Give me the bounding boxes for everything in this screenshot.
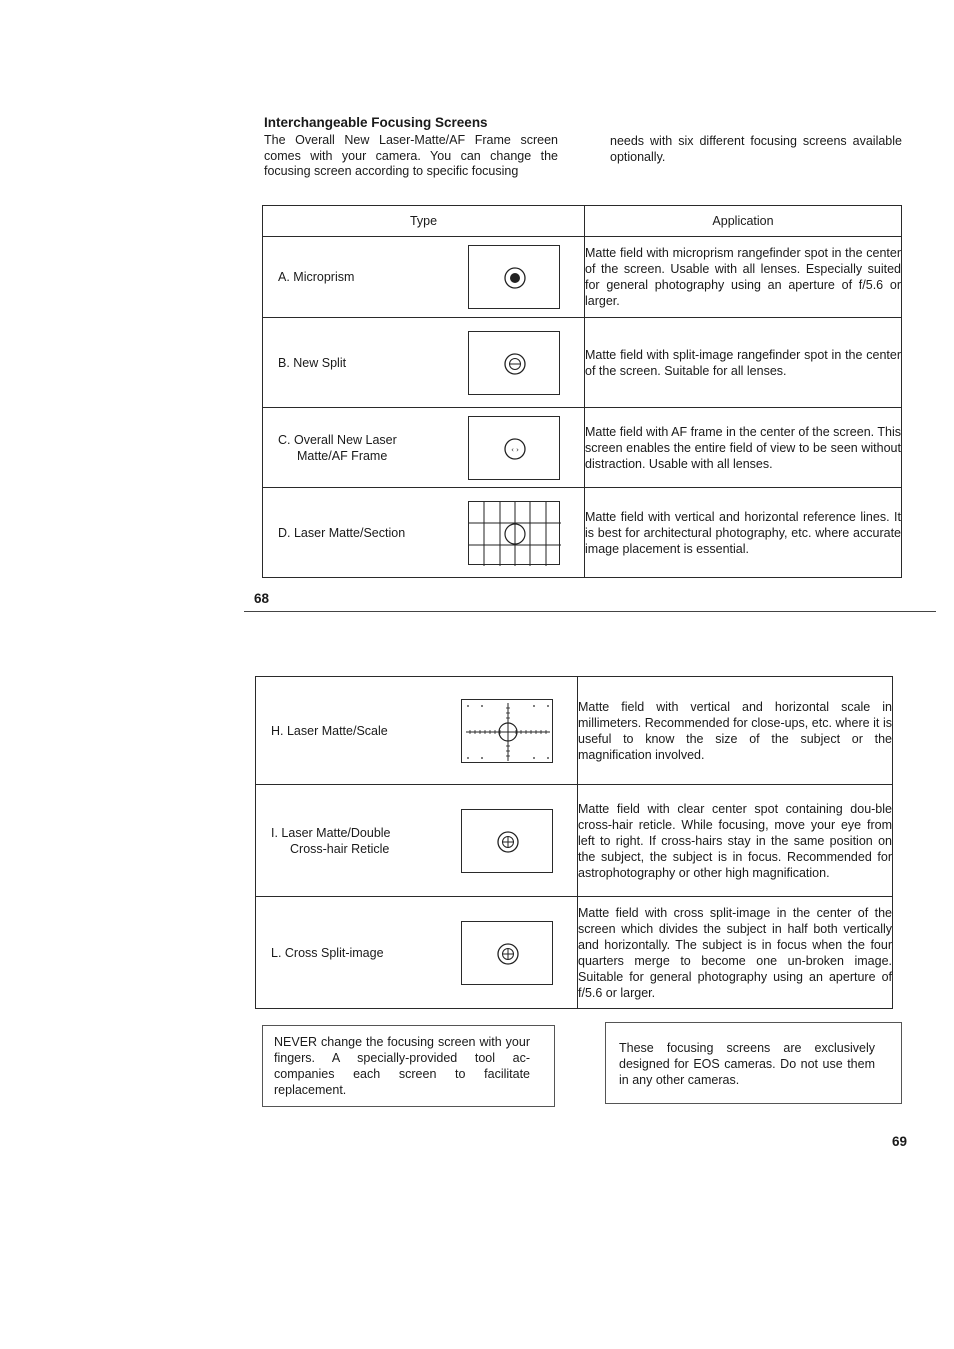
table-header-row [263,206,902,237]
table-row [256,677,893,785]
table-row [263,318,902,408]
section-grid-screen-icon [468,501,560,565]
intro-paragraph-col2: needs with six different focusing screens available optionally. [610,134,902,164]
caution-note-right: These focusing screens are exclusively designed for EOS cameras. Do not use them in any other cameras. [605,1022,902,1104]
microprism-screen-icon [468,245,560,309]
screen-application-text: Matte field with split-image rangefinder spot in the center of the screen. Suitable for all lenses. [585,318,902,408]
page-number-left: 68 [254,591,270,606]
screen-type-label: A. Microprism [278,270,355,284]
svg-text:‹ ›: ‹ › [511,445,519,454]
screen-type-label: D. Laser Matte/Section [278,525,406,540]
screen-type-label: H. Laser Matte/Scale [271,723,388,738]
focusing-screens-table-page68 [262,205,902,578]
screen-application-text: Matte field with cross split-image in the center of the screen which divides the subject in half both vertically and horizontally. The subject is in focus when the four quarters merge to become one un-broken image. Suitable for general photography using an aperture of f/5.6 or larger. [578,897,893,1009]
screen-application-text: Matte field with clear center spot containing dou-ble cross-hair reticle. While focusing, move your eye from left to right. If cross-hairs stay in the same position on the subject, the subject is in focus. Recommended for astrophotography or other high magnification. [578,785,893,897]
page-number-right: 69 [892,1134,908,1149]
screen-application-text: Matte field with microprism rangefinder spot in the center of the screen. Usable with all lenses. Especially suited for general photography using an aperture of f/5.6 or larger. [585,237,902,318]
caution-note-left: NEVER change the focusing screen with your fingers. A specially-provided tool ac-companies each screen to facilitate replacement. [262,1025,555,1107]
page-divider [244,611,936,612]
screen-application-text: Matte field with vertical and horizontal reference lines. It is best for architectural photography, etc. where accurate image placement is essential. [585,488,902,578]
af-frame-screen-icon [468,416,560,480]
screen-type-label: B. New Split [278,355,347,370]
header-application: Application [585,206,902,237]
header-type: Type [263,206,585,237]
table-row [263,488,902,578]
screen-type-label: C. Overall New Laser Matte/AF Frame [278,432,397,463]
cross-split-screen-icon [461,921,553,985]
scale-screen-icon [461,699,553,763]
table-row [263,237,902,318]
intro-paragraph-col1: The Overall New Laser-Matte/AF Frame screen comes with your camera. You can change the focusing screen according to specific focusing [264,133,558,178]
double-crosshair-screen-icon [461,809,553,873]
screen-type-label: L. Cross Split-image [271,945,384,960]
focusing-screens-table-page69 [255,676,893,1009]
split-image-screen-icon [468,331,560,395]
section-heading: Interchangeable Focusing Screens [264,115,488,130]
screen-application-text: Matte field with vertical and horizontal scale in millimeters. Recommended for close-ups, etc. where it is useful to know the size of the subject or the magnification involved. [578,677,893,785]
table-row [263,408,902,488]
table-row [256,897,893,1009]
table-row [256,785,893,897]
screen-type-label: I. Laser Matte/Double Cross-hair Reticle [271,825,391,856]
screen-application-text: Matte field with AF frame in the center of the screen. This screen enables the entire field of view to be seen without distraction. Usable with all lenses. [585,408,902,488]
